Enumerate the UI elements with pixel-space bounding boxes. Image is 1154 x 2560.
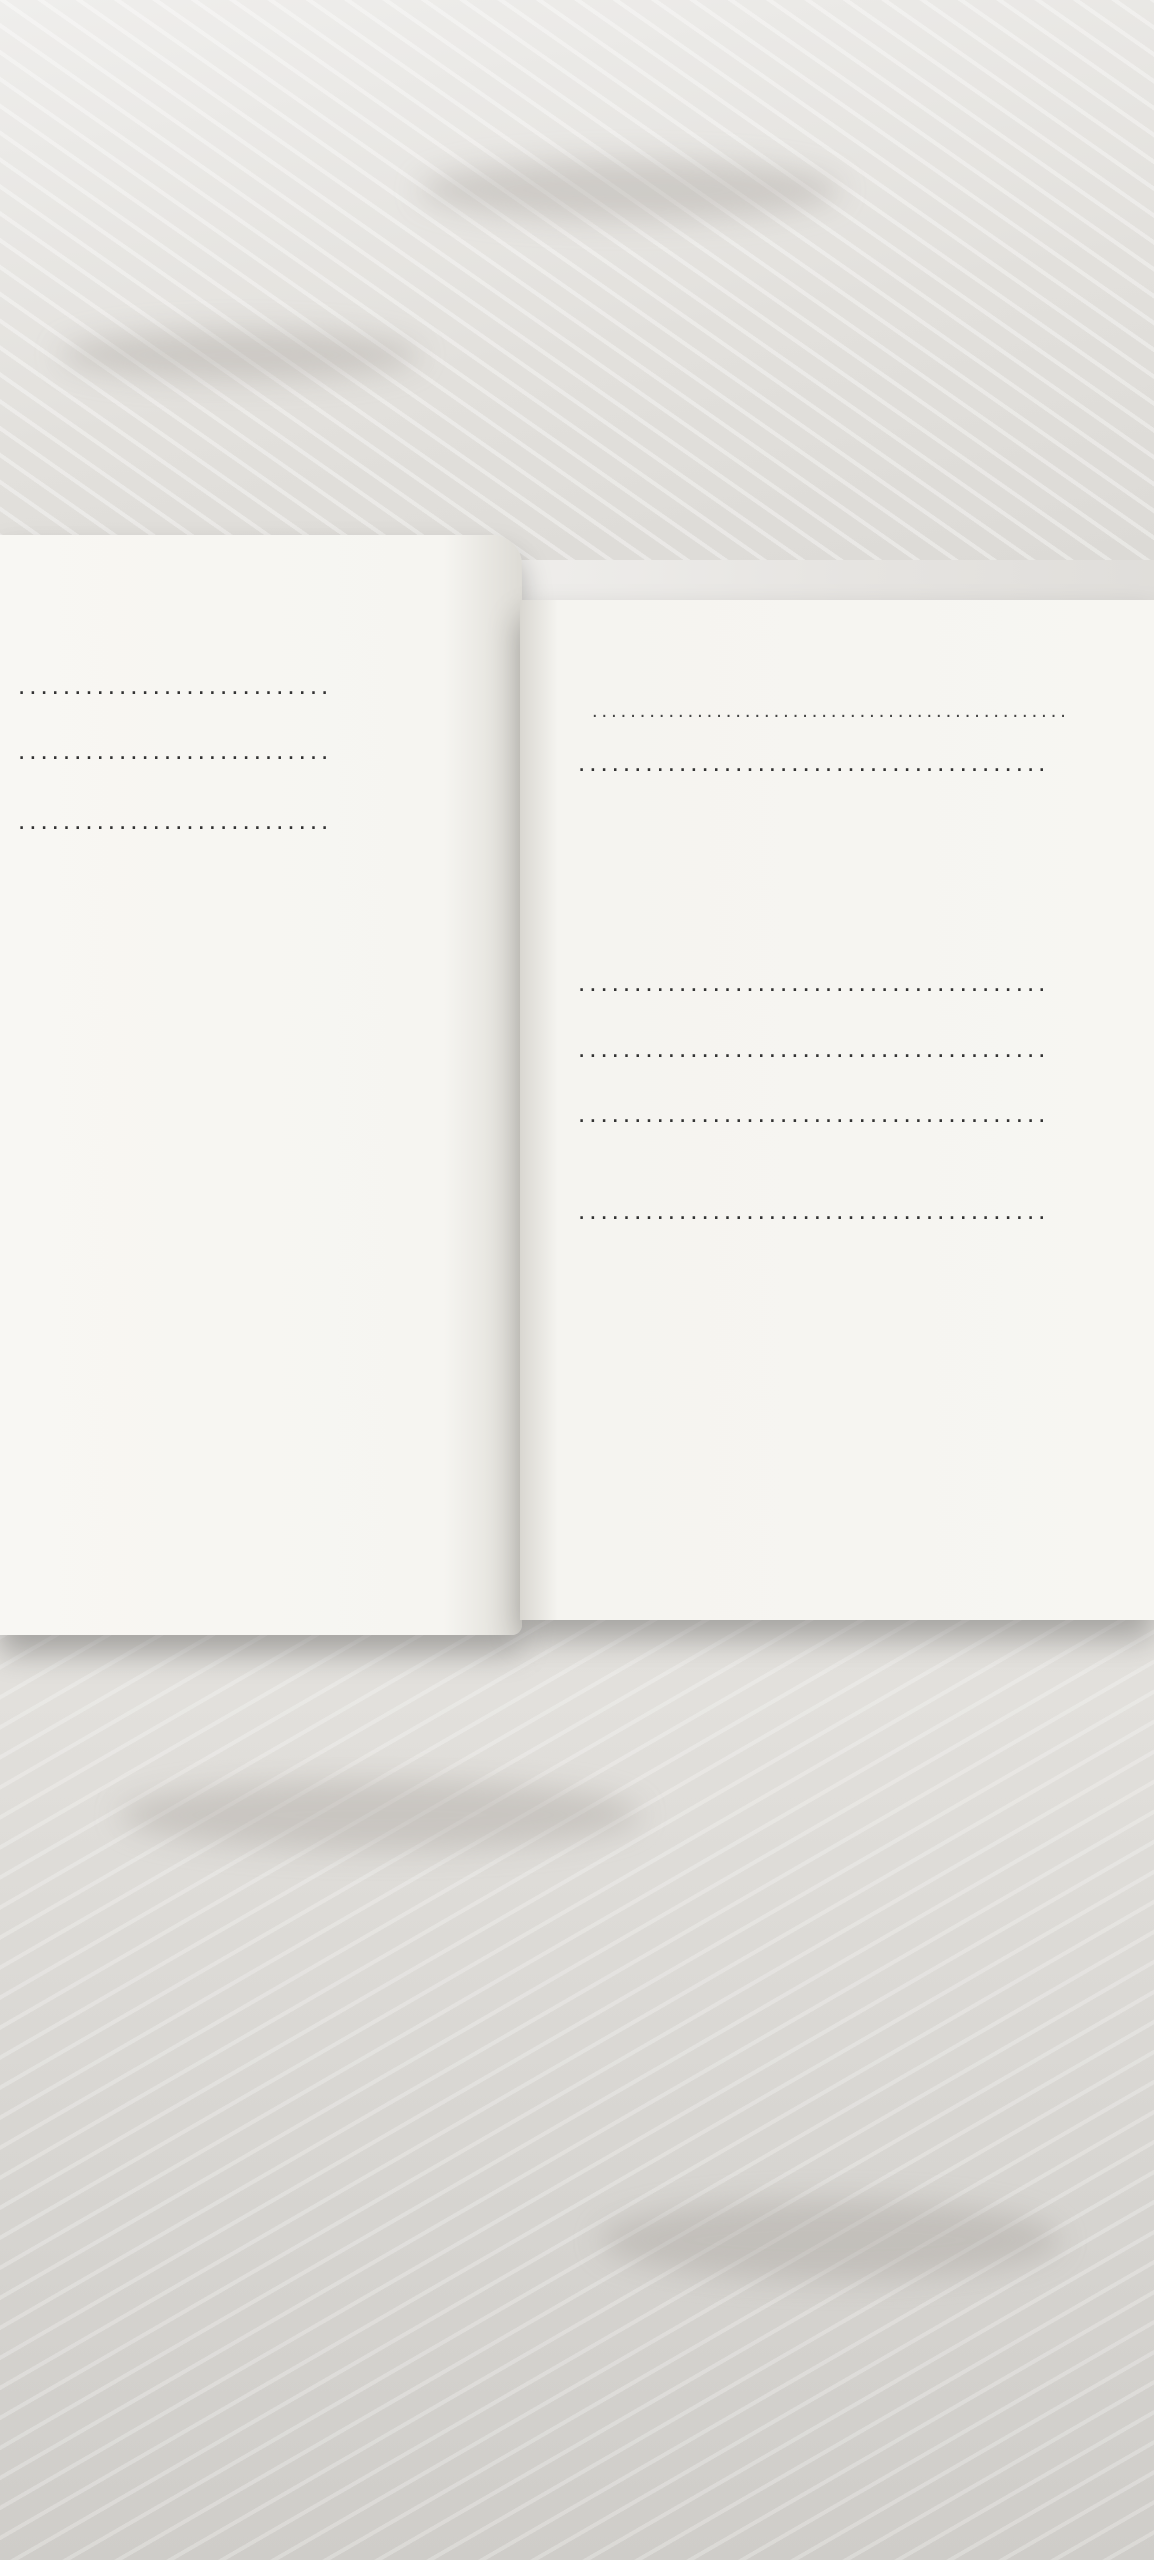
- cloth-fold: [600, 2200, 1060, 2280]
- dot-leader: ............................: [18, 669, 333, 700]
- toc-bar-kasulikke[interactable]: [560, 1028, 1128, 1068]
- dot-leader: ..........................................: [578, 1097, 1050, 1128]
- cloth-fold: [420, 160, 840, 220]
- dot-leader: ..........................................: [578, 966, 1050, 997]
- dot-leader: ..........................................: [578, 1032, 1050, 1063]
- dot-leader: ..........................................: [578, 1194, 1050, 1225]
- dot-leader: ............................: [18, 734, 333, 765]
- toc-bar-soomine[interactable]: [560, 962, 1128, 1002]
- toc-bar-mida-teha[interactable]: [560, 742, 1128, 782]
- toc-bar-register[interactable]: [560, 1190, 1128, 1230]
- toc-bar-ajaloost[interactable]: [0, 730, 520, 770]
- dot-leader: ............................: [18, 804, 333, 835]
- toc-bar-hotellid[interactable]: [560, 1093, 1128, 1133]
- cloth-fold: [60, 330, 420, 380]
- toc-entry-potsdam[interactable]: [588, 700, 1118, 723]
- toc-bar-kuhu-minna[interactable]: [0, 800, 520, 840]
- cloth-fold: [120, 1780, 640, 1850]
- tablecloth-bottom: [0, 1600, 1154, 2560]
- tablecloth-top: [0, 0, 1154, 560]
- toc-bar-berliin[interactable]: [0, 665, 520, 705]
- dot-leader: ..................................................: [592, 700, 1070, 722]
- left-page: [0, 535, 522, 1635]
- right-page: [520, 600, 1154, 1620]
- dot-leader: ..........................................: [578, 746, 1050, 777]
